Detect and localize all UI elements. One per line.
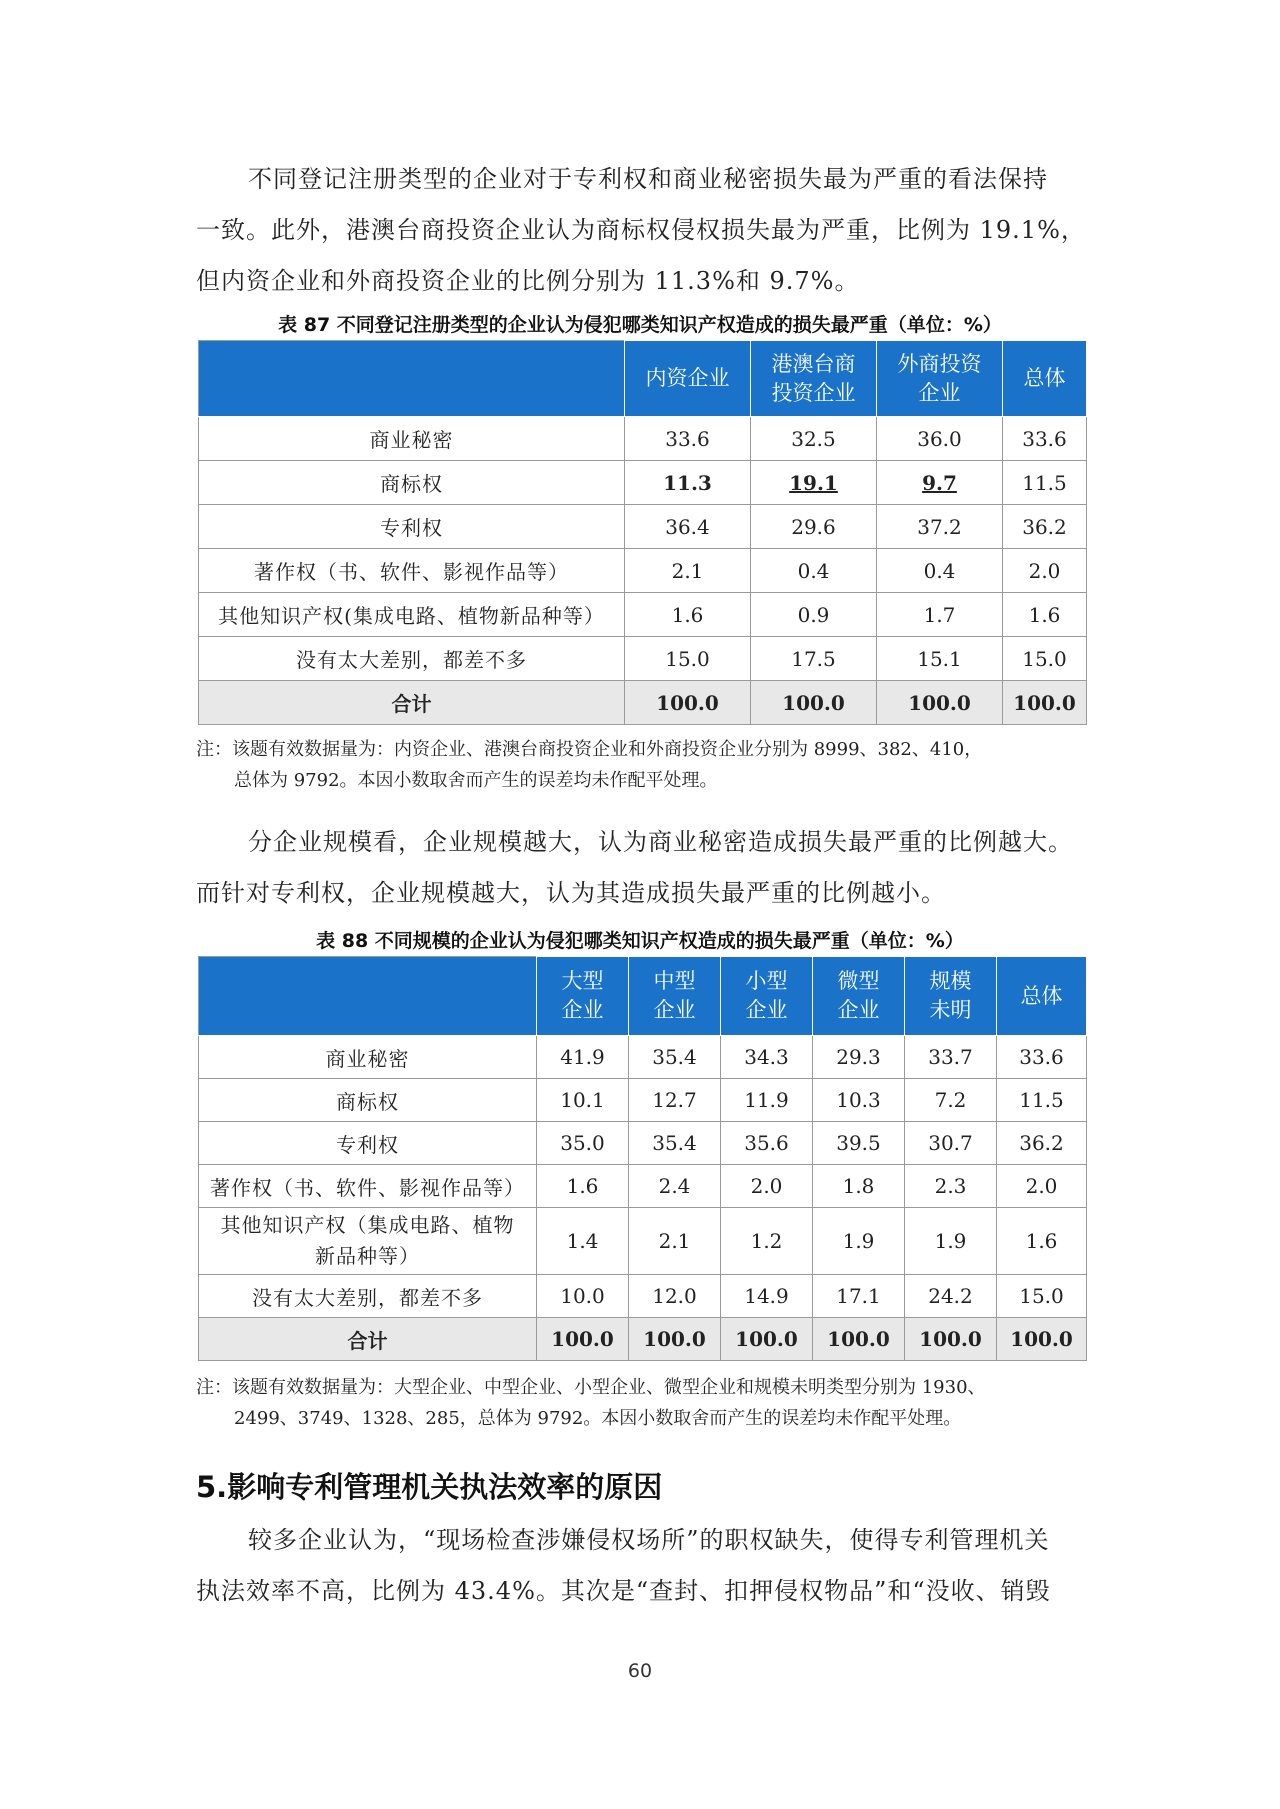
- cell: 24.2: [905, 1275, 997, 1318]
- cell: 14.9: [721, 1275, 813, 1318]
- cell: 36.4: [625, 505, 751, 549]
- cell: 17.1: [813, 1275, 905, 1318]
- cell: 2.1: [625, 549, 751, 593]
- cell: 36.2: [997, 1122, 1087, 1165]
- text-line: 一致。此外，港澳台商投资企业认为商标权侵权损失最为严重，比例为 19.1%，: [196, 216, 1086, 244]
- table-row: [199, 505, 1087, 549]
- cell: 37.2: [877, 505, 1003, 549]
- cell: 29.6: [751, 505, 877, 549]
- table-row: [199, 1208, 1087, 1275]
- row-label: 著作权（书、软件、影视作品等）: [199, 1165, 537, 1208]
- table-87: [198, 340, 1087, 725]
- cell: 32.5: [751, 417, 877, 461]
- row-label: 商标权: [199, 461, 625, 505]
- header-large: 大型 企业: [537, 957, 629, 1036]
- header-foreign: 外商投资 企业: [877, 341, 1003, 417]
- section-heading: 5.影响专利管理机关执法效率的原因: [196, 1470, 663, 1504]
- cell: 10.0: [537, 1275, 629, 1318]
- cell: 1.6: [625, 593, 751, 637]
- cell: 0.4: [751, 549, 877, 593]
- cell: 35.4: [629, 1122, 721, 1165]
- cell: 1.7: [877, 593, 1003, 637]
- text-line: 而针对专利权，企业规模越大，认为其造成损失最严重的比例越小。: [196, 879, 946, 907]
- cell: 1.9: [813, 1208, 905, 1275]
- cell: 34.3: [721, 1036, 813, 1079]
- text-line: 不同登记注册类型的企业对于专利权和商业秘密损失最为严重的看法保持: [248, 165, 1048, 193]
- header-micro: 微型 企业: [813, 957, 905, 1036]
- cell: 35.0: [537, 1122, 629, 1165]
- cell: 1.6: [537, 1165, 629, 1208]
- total-cell: 100.0: [629, 1318, 721, 1361]
- table-row: [199, 1275, 1087, 1318]
- table-row: [199, 1165, 1087, 1208]
- cell: 1.6: [1003, 593, 1087, 637]
- total-label: 合计: [199, 681, 625, 725]
- paragraph-enforcement-efficiency: [196, 1515, 1096, 1617]
- cell: 1.4: [537, 1208, 629, 1275]
- cell: 1.8: [813, 1165, 905, 1208]
- row-label: 商业秘密: [199, 417, 625, 461]
- row-label: 著作权（书、软件、影视作品等）: [199, 549, 625, 593]
- cell: 2.1: [629, 1208, 721, 1275]
- row-label: 没有太大差别，都差不多: [199, 637, 625, 681]
- table-88-caption: 表 88 不同规模的企业认为侵犯哪类知识产权造成的损失最严重（单位：%）: [316, 930, 964, 952]
- cell: 15.0: [997, 1275, 1087, 1318]
- cell: 12.7: [629, 1079, 721, 1122]
- total-cell: 100.0: [1003, 681, 1087, 725]
- total-cell: 100.0: [813, 1318, 905, 1361]
- text-line: 执法效率不高，比例为 43.4%。其次是“查封、扣押侵权物品”和“没收、销毁: [196, 1577, 1051, 1605]
- total-cell: 100.0: [625, 681, 751, 725]
- table-row: [199, 461, 1087, 505]
- table-total-row: [199, 1318, 1087, 1361]
- note-line: 注：该题有效数据量为：内资企业、港澳台商投资企业和外商投资企业分别为 8999、382、410，: [196, 739, 983, 760]
- row-label: 商标权: [199, 1079, 537, 1122]
- cell: 33.6: [625, 417, 751, 461]
- cell: 30.7: [905, 1122, 997, 1165]
- cell: 35.6: [721, 1122, 813, 1165]
- cell: 15.1: [877, 637, 1003, 681]
- cell: 41.9: [537, 1036, 629, 1079]
- row-label: 专利权: [199, 1122, 537, 1165]
- cell: 33.7: [905, 1036, 997, 1079]
- cell: 11.9: [721, 1079, 813, 1122]
- total-cell: 100.0: [877, 681, 1003, 725]
- cell: 1.2: [721, 1208, 813, 1275]
- header-medium: 中型 企业: [629, 957, 721, 1036]
- paragraph-registration-types: [196, 154, 1096, 307]
- cell: 35.4: [629, 1036, 721, 1079]
- header-hk-macau-taiwan: 港澳台商 投资企业: [751, 341, 877, 417]
- cell: 17.5: [751, 637, 877, 681]
- row-label: 其他知识产权（集成电路、植物 新品种等）: [199, 1208, 537, 1275]
- table-row: [199, 637, 1087, 681]
- cell: 39.5: [813, 1122, 905, 1165]
- table-87-note: [196, 734, 1096, 796]
- cell: 33.6: [997, 1036, 1087, 1079]
- total-cell: 100.0: [997, 1318, 1087, 1361]
- table-total-row: [199, 681, 1087, 725]
- row-label: 没有太大差别，都差不多: [199, 1275, 537, 1318]
- total-cell: 100.0: [537, 1318, 629, 1361]
- header-domestic: 内资企业: [625, 341, 751, 417]
- text-line: 但内资企业和外商投资企业的比例分别为 11.3%和 9.7%。: [196, 267, 860, 295]
- total-label: 合计: [199, 1318, 537, 1361]
- row-label: 其他知识产权(集成电路、植物新品种等）: [199, 593, 625, 637]
- cell: 2.0: [1003, 549, 1087, 593]
- note-line: 2499、3749、1328、285，总体为 9792。本因小数取舍而产生的误差均未作配平处理。: [234, 1408, 962, 1429]
- row-label: 专利权: [199, 505, 625, 549]
- table-row: [199, 417, 1087, 461]
- cell: 29.3: [813, 1036, 905, 1079]
- table-row: [199, 1122, 1087, 1165]
- cell: 0.9: [751, 593, 877, 637]
- table-88-note: [196, 1372, 1096, 1434]
- cell: 7.2: [905, 1079, 997, 1122]
- note-line: 注：该题有效数据量为：大型企业、中型企业、小型企业、微型企业和规模未明类型分别为 1930、: [196, 1377, 986, 1398]
- cell: 36.0: [877, 417, 1003, 461]
- header-small: 小型 企业: [721, 957, 813, 1036]
- cell: 15.0: [1003, 637, 1087, 681]
- text-line: 较多企业认为，“现场检查涉嫌侵权场所”的职权缺失，使得专利管理机关: [248, 1526, 1050, 1554]
- cell: 33.6: [1003, 417, 1087, 461]
- header-overall: 总体: [997, 957, 1087, 1036]
- cell: 12.0: [629, 1275, 721, 1318]
- cell: 2.0: [997, 1165, 1087, 1208]
- total-cell: 100.0: [751, 681, 877, 725]
- cell: 11.5: [1003, 461, 1087, 505]
- cell: 1.9: [905, 1208, 997, 1275]
- cell: 0.4: [877, 549, 1003, 593]
- cell: 1.6: [997, 1208, 1087, 1275]
- cell-highlight: 19.1: [751, 461, 877, 505]
- table-row: [199, 1036, 1087, 1079]
- row-label: 商业秘密: [199, 1036, 537, 1079]
- cell: 2.4: [629, 1165, 721, 1208]
- header-blank-cell: [199, 957, 537, 1036]
- cell: 10.3: [813, 1079, 905, 1122]
- paragraph-enterprise-scale: [196, 817, 1096, 919]
- text-line: 分企业规模看，企业规模越大，认为商业秘密造成损失最严重的比例越大。: [248, 828, 1073, 856]
- cell: 36.2: [1003, 505, 1087, 549]
- table-87-caption: 表 87 不同登记注册类型的企业认为侵犯哪类知识产权造成的损失最严重（单位：%）: [278, 314, 1002, 336]
- cell-highlight: 11.3: [625, 461, 751, 505]
- header-overall: 总体: [1003, 341, 1087, 417]
- cell: 2.3: [905, 1165, 997, 1208]
- table-row: [199, 1079, 1087, 1122]
- table-row: [199, 593, 1087, 637]
- note-line: 总体为 9792。本因小数取舍而产生的误差均未作配平处理。: [234, 770, 718, 791]
- cell: 10.1: [537, 1079, 629, 1122]
- table-88: [198, 956, 1087, 1361]
- table-header-row: [199, 341, 1087, 417]
- page-number: 60: [627, 1660, 653, 1682]
- total-cell: 100.0: [905, 1318, 997, 1361]
- cell: 2.0: [721, 1165, 813, 1208]
- header-unknown-scale: 规模 未明: [905, 957, 997, 1036]
- cell-highlight: 9.7: [877, 461, 1003, 505]
- table-row: [199, 549, 1087, 593]
- cell: 11.5: [997, 1079, 1087, 1122]
- cell: 15.0: [625, 637, 751, 681]
- table-header-row: [199, 957, 1087, 1036]
- total-cell: 100.0: [721, 1318, 813, 1361]
- header-blank-cell: [199, 341, 625, 417]
